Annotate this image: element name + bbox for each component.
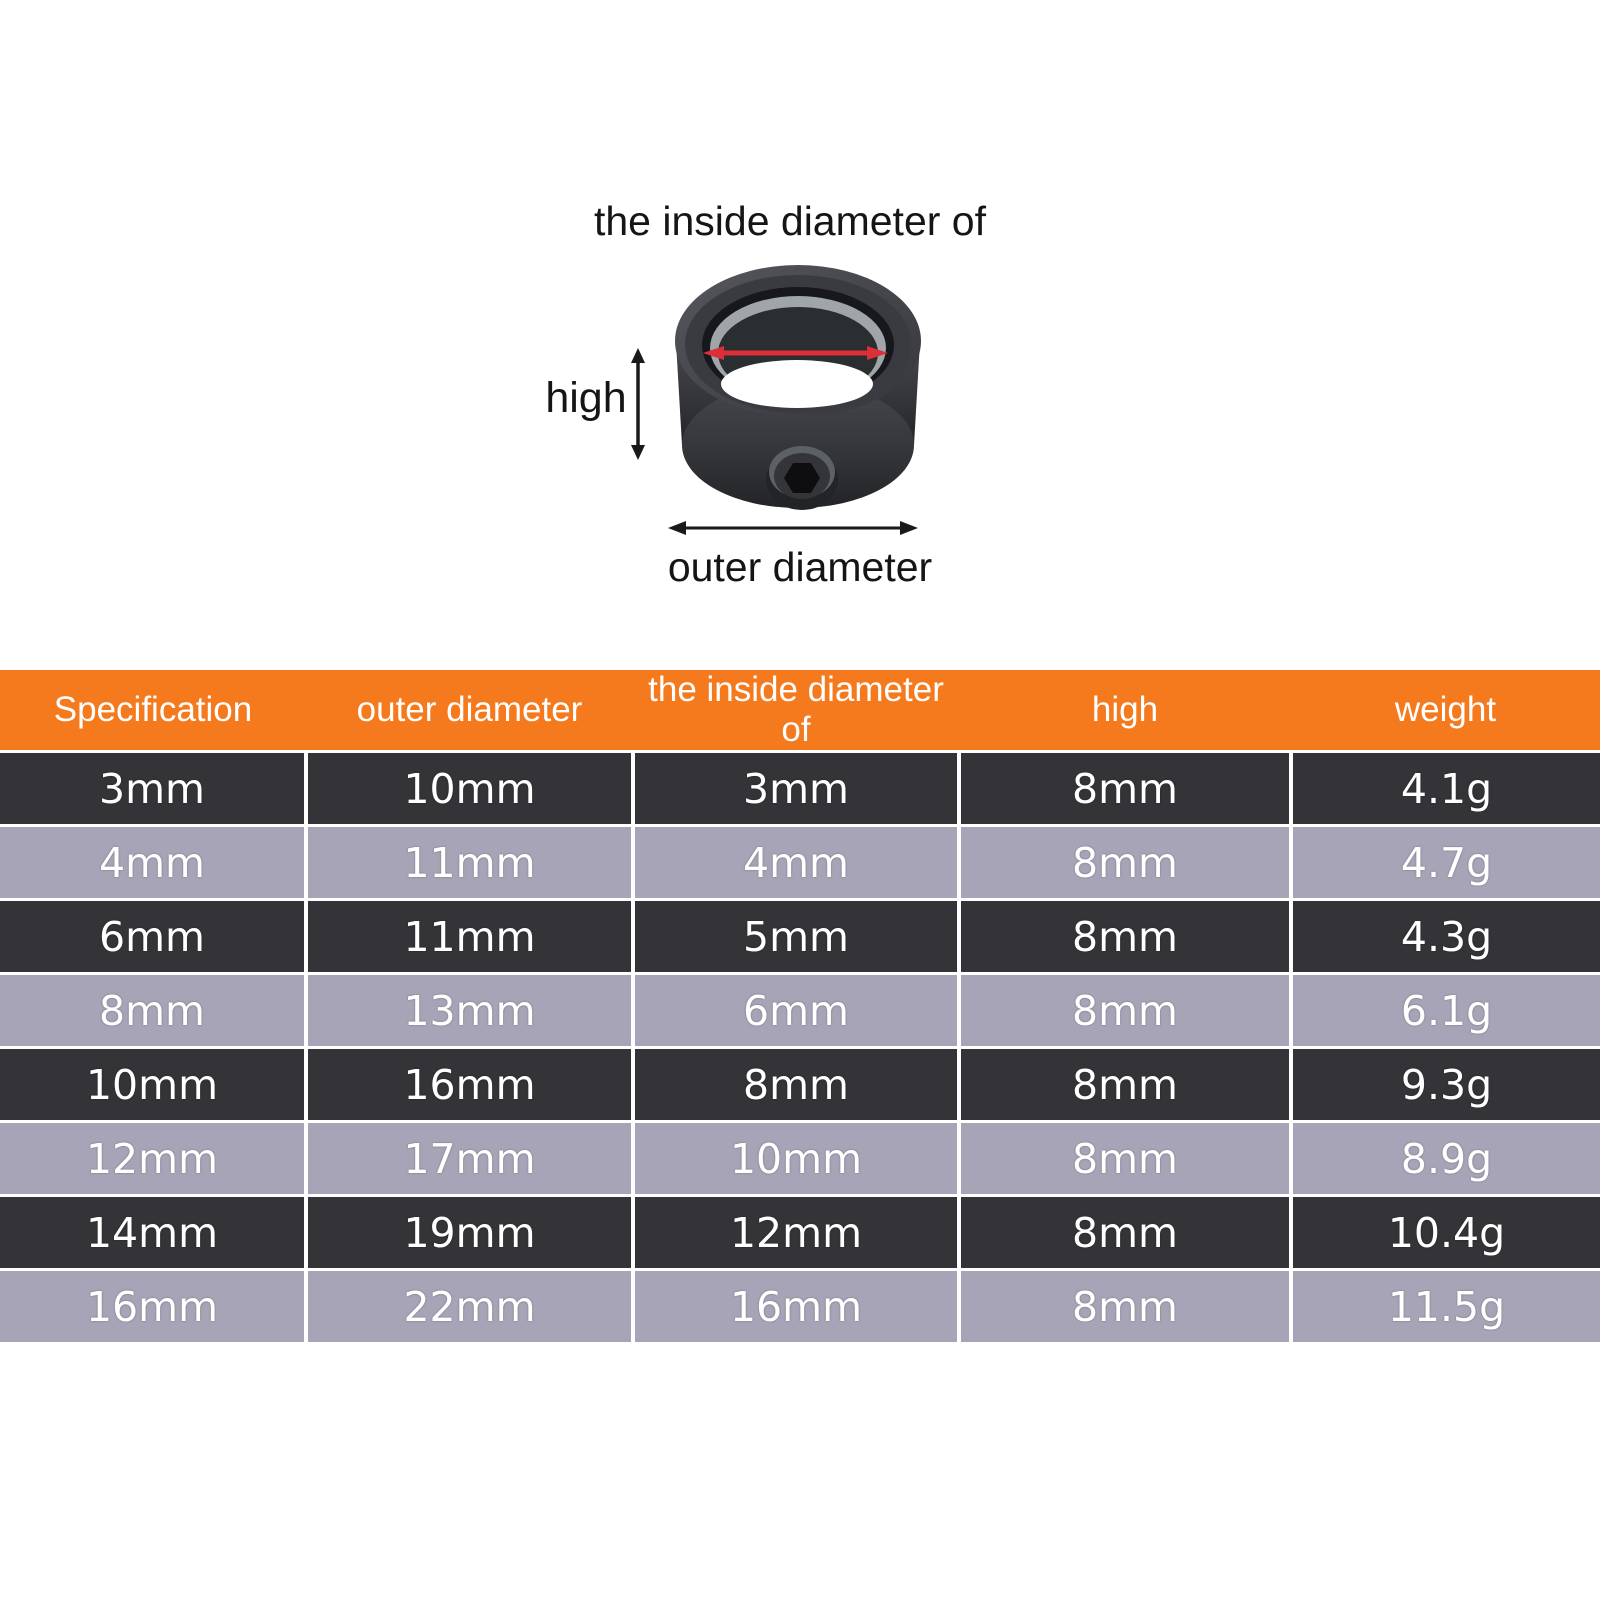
- table-cell: 8mm: [959, 752, 1291, 826]
- table-cell: 12mm: [633, 1196, 959, 1270]
- table-cell: 16mm: [633, 1270, 959, 1343]
- table-cell: 19mm: [306, 1196, 633, 1270]
- table-cell: 5mm: [633, 900, 959, 974]
- table-cell: 8mm: [0, 974, 306, 1048]
- table-cell: 4.3g: [1291, 900, 1600, 974]
- table-cell: 8.9g: [1291, 1122, 1600, 1196]
- column-header-specification: Specification: [0, 670, 306, 752]
- column-header-weight: weight: [1291, 670, 1600, 752]
- table-row: [0, 1122, 1600, 1196]
- table-cell: 4mm: [0, 826, 306, 900]
- table-cell: 3mm: [633, 752, 959, 826]
- table-cell: 10.4g: [1291, 1196, 1600, 1270]
- table-cell: 4.7g: [1291, 826, 1600, 900]
- table-cell: 6.1g: [1291, 974, 1600, 1048]
- set-screw: [766, 446, 838, 510]
- high-dimension-label: high: [545, 374, 627, 422]
- table-cell: 8mm: [959, 1196, 1291, 1270]
- table-cell: 10mm: [0, 1048, 306, 1122]
- table-row: [0, 752, 1600, 826]
- table-cell: 9.3g: [1291, 1048, 1600, 1122]
- table-cell: 12mm: [0, 1122, 306, 1196]
- table-cell: 8mm: [633, 1048, 959, 1122]
- table-row: [0, 826, 1600, 900]
- table-cell: 8mm: [959, 826, 1291, 900]
- table-row: [0, 1196, 1600, 1270]
- table-cell: 16mm: [306, 1048, 633, 1122]
- table-cell: 8mm: [959, 1270, 1291, 1343]
- table-row: [0, 900, 1600, 974]
- column-header-outer-diameter: outer diameter: [306, 670, 633, 752]
- table-cell: 17mm: [306, 1122, 633, 1196]
- column-header-high: high: [959, 670, 1291, 752]
- table-cell: 4mm: [633, 826, 959, 900]
- spec-table: [0, 670, 1600, 1342]
- outer-diameter-arrow: [668, 521, 918, 535]
- table-row: [0, 1048, 1600, 1122]
- inside-diameter-label: the inside diameter of: [593, 198, 986, 244]
- table-cell: 10mm: [633, 1122, 959, 1196]
- spec-table-body: [0, 752, 1600, 1343]
- table-cell: 11.5g: [1291, 1270, 1600, 1343]
- product-dimension-diagram: [0, 0, 1600, 670]
- table-cell: 3mm: [0, 752, 306, 826]
- table-cell: 10mm: [306, 752, 633, 826]
- table-header-row: [0, 670, 1600, 752]
- table-cell: 11mm: [306, 826, 633, 900]
- table-cell: 13mm: [306, 974, 633, 1048]
- table-row: [0, 974, 1600, 1048]
- table-cell: 22mm: [306, 1270, 633, 1343]
- table-row: [0, 1270, 1600, 1343]
- table-cell: 14mm: [0, 1196, 306, 1270]
- table-cell: 6mm: [0, 900, 306, 974]
- table-cell: 16mm: [0, 1270, 306, 1343]
- table-cell: 8mm: [959, 1048, 1291, 1122]
- table-cell: 4.1g: [1291, 752, 1600, 826]
- table-cell: 8mm: [959, 900, 1291, 974]
- table-cell: 6mm: [633, 974, 959, 1048]
- column-header-inside-diameter: the inside diameter of: [633, 670, 959, 752]
- table-cell: 11mm: [306, 900, 633, 974]
- table-cell: 8mm: [959, 1122, 1291, 1196]
- outer-diameter-label: outer diameter: [667, 544, 933, 590]
- table-cell: 8mm: [959, 974, 1291, 1048]
